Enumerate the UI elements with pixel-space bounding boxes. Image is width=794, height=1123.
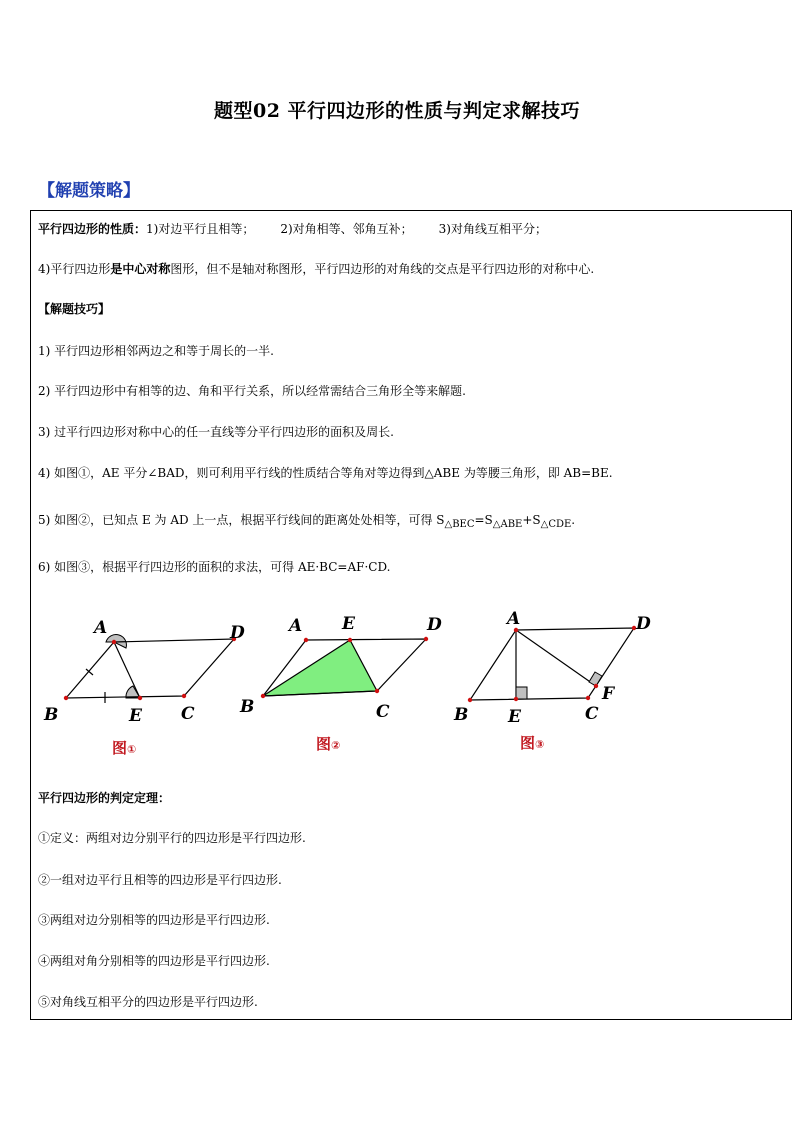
criterion-3: ③两组对边分别相等的四边形是平行四边形. (38, 913, 270, 927)
criterion-1: ①定义：两组对边分别平行的四边形是平行四边形. (38, 831, 306, 845)
label-c: C (376, 702, 390, 722)
segment-ae (114, 642, 140, 698)
point-b (64, 696, 68, 700)
parallelogram-abcd (66, 639, 234, 698)
figure-2-caption: 图② (316, 735, 341, 753)
page-title: 题型02 平行四边形的性质与判定求解技巧 (213, 100, 581, 122)
criterion-4: ④两组对角分别相等的四边形是平行四边形. (38, 954, 270, 968)
figure-3-caption: 图③ (520, 734, 545, 752)
properties-heading: 平行四边形的性质： (38, 222, 147, 236)
label-e: E (129, 706, 142, 726)
property-4-c: 图形，但不是轴对称图形，平行四边形的对角线的交点是平行四边形的对称中心. (170, 262, 595, 276)
technique-1: 1) 平行四边形相邻两边之和等于周长的一半. (38, 344, 274, 358)
label-d: D (427, 615, 442, 635)
figure-1-caption: 图① (112, 739, 137, 757)
point-c (375, 689, 379, 693)
technique-4: 4) 如图①，AE 平分∠BAD，则可利用平行线的性质结合等角对等边得到△ABE 为等腰三角形，即 AB=BE. (38, 466, 613, 480)
label-e: E (342, 614, 355, 634)
point-a (304, 638, 308, 642)
figure-2 (236, 606, 456, 722)
properties-line (38, 221, 547, 237)
property-1: 1)对边平行且相等； (146, 222, 255, 236)
point-e (138, 696, 142, 700)
point-c (182, 694, 186, 698)
figure-1 (36, 608, 266, 728)
technique-5: 5) 如图②，已知点 E 为 AD 上一点，根据平行线间的距离处处相等，可得 $S_{\triangle BEC}=S_{\triangle ABE}+S_{\triangle CDE}$. (38, 513, 576, 530)
label-a: A (289, 616, 303, 636)
technique-3: 3) 过平行四边形对称中心的任一直线等分平行四边形的面积及周长. (38, 425, 394, 439)
label-a: A (507, 609, 521, 629)
point-e (348, 638, 352, 642)
label-b: B (240, 697, 255, 717)
triangle-bec (263, 640, 377, 696)
label-e: E (508, 707, 521, 727)
point-e (514, 697, 518, 701)
criterion-5: ⑤对角线互相平分的四边形是平行四边形. (38, 995, 258, 1009)
label-c: C (181, 704, 195, 724)
property-4-a: 4)平行四边形 (38, 262, 111, 276)
point-f (594, 684, 598, 688)
label-c: C (585, 704, 599, 724)
techniques-heading: 【解题技巧】 (38, 302, 111, 316)
point-b (468, 698, 472, 702)
technique-2: 2) 平行四边形中有相等的边、角和平行关系，所以经常需结合三角形全等来解题. (38, 384, 466, 398)
property-2: 2)对角相等、邻角互补； (280, 222, 413, 236)
point-c (586, 696, 590, 700)
property-4-line (38, 261, 594, 277)
label-b: B (44, 705, 59, 725)
point-d (424, 637, 428, 641)
section-heading: 【解题策略】 (38, 181, 140, 201)
technique-6: 6) 如图③，根据平行四边形的面积的求法，可得 AE·BC=AF·CD. (38, 560, 391, 574)
label-b: B (454, 705, 469, 725)
label-d: D (230, 623, 245, 643)
label-d: D (636, 614, 651, 634)
altitude-af (516, 630, 596, 686)
property-4-b: 是中心对称 (110, 262, 171, 276)
label-a: A (94, 618, 108, 638)
criterion-2: ②一组对边平行且相等的四边形是平行四边形. (38, 873, 282, 887)
point-a (112, 640, 116, 644)
property-3: 3)对角线互相平分； (438, 222, 547, 236)
point-b (261, 694, 265, 698)
figure-3 (450, 604, 670, 728)
label-f: F (602, 684, 615, 704)
right-angle-e (516, 687, 527, 699)
criteria-heading: 平行四边形的判定定理： (38, 791, 171, 805)
